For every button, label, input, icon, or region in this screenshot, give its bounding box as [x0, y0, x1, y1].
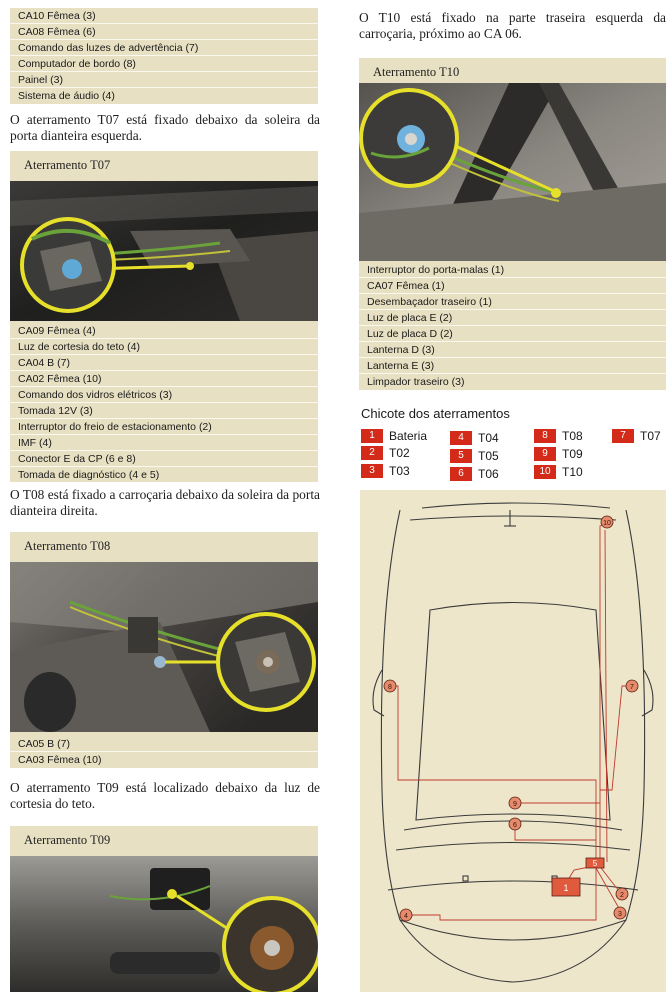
t07-photo	[10, 181, 318, 321]
list-item: Computador de bordo (8)	[10, 56, 318, 72]
legend-label: T04	[478, 431, 499, 445]
list-item: Luz de cortesia do teto (4)	[10, 339, 318, 355]
t08-photo	[10, 562, 318, 732]
list-item: Lanterna E (3)	[359, 358, 666, 374]
legend-number: 5	[450, 449, 472, 463]
legend-label: T07	[640, 429, 661, 443]
legend-item-t10	[534, 464, 583, 480]
list-item: Tomada de diagnóstico (4 e 5)	[18, 469, 160, 481]
legend-label: T08	[562, 429, 583, 443]
t08-list	[10, 736, 318, 768]
legend-number: 8	[534, 429, 556, 443]
legend-number: 10	[534, 465, 556, 479]
list-item: Desembaçador traseiro (1)	[359, 294, 666, 310]
legend-number: 2	[361, 446, 383, 460]
list-item: CA02 Fêmea (10)	[10, 371, 318, 387]
list-item: CA03 Fêmea (10)	[18, 754, 102, 766]
marker-3-label: 3	[618, 911, 622, 918]
legend-label: T05	[478, 449, 499, 463]
marker-1-label: 1	[563, 883, 569, 893]
car-outline-diagram	[360, 490, 666, 992]
list-item: CA05 B (7)	[10, 736, 318, 752]
list-item: Interruptor do porta-malas (1)	[359, 262, 666, 278]
marker-10-label: 10	[603, 520, 611, 527]
list-item: CA07 Fêmea (1)	[359, 278, 666, 294]
legend-item-t04	[450, 430, 499, 446]
legend-label: T10	[562, 465, 583, 479]
roof-light-photo	[10, 856, 318, 992]
t10-title: Aterramento T10	[373, 65, 460, 79]
list-item: Painel (3)	[10, 72, 318, 88]
marker-4-label: 4	[404, 913, 408, 920]
list-item: Comando das luzes de advertência (7)	[10, 40, 318, 56]
t07-list	[10, 323, 318, 483]
legend-number: 6	[450, 467, 472, 481]
marker-6-label: 6	[513, 822, 517, 829]
ground-harness-diagram	[360, 490, 666, 992]
rear-body-photo	[359, 83, 666, 261]
list-item: Conector E da CP (6 e 8)	[10, 451, 318, 467]
legend-item-t08	[534, 428, 583, 444]
t10-photo	[359, 83, 666, 261]
legend-item-t09	[534, 446, 583, 462]
legend-item-t03	[361, 463, 410, 479]
legend-title: Chicote dos aterramentos	[361, 406, 510, 421]
top-connector-list	[10, 8, 318, 104]
legend-item-t06	[450, 466, 499, 482]
list-item: IMF (4)	[10, 435, 318, 451]
marker-2-label: 2	[620, 892, 624, 899]
t09-paragraph: O aterramento T09 está localizado debaixo da luz de cortesia do teto.	[10, 780, 320, 811]
legend-label: T09	[562, 447, 583, 461]
legend-item-t02	[361, 445, 410, 461]
list-item: Lanterna D (3)	[359, 342, 666, 358]
t07-card	[10, 151, 318, 482]
t09-title: Aterramento T09	[24, 833, 111, 847]
t09-photo	[10, 856, 318, 992]
legend-item-t05	[450, 448, 499, 464]
list-item: CA10 Fêmea (3)	[10, 8, 318, 24]
t08-title: Aterramento T08	[24, 539, 111, 553]
list-item: Sistema de áudio (4)	[18, 90, 115, 102]
legend-label: T03	[389, 464, 410, 478]
list-item: Tomada 12V (3)	[10, 403, 318, 419]
legend-label: T06	[478, 467, 499, 481]
legend-item-t07	[612, 428, 661, 444]
marker-9-label: 9	[513, 801, 517, 808]
t08-paragraph: O T08 está fixado a carroçaria debaixo da soleira da porta dianteira direita.	[10, 487, 320, 518]
legend-number: 3	[361, 464, 383, 478]
t07-paragraph: O aterramento T07 está fixado debaixo da soleira da porta dianteira esquerda.	[10, 112, 320, 143]
list-item: Comando dos vidros elétricos (3)	[10, 387, 318, 403]
t07-title: Aterramento T07	[24, 158, 111, 172]
t09-card	[10, 826, 318, 992]
marker-5-label: 5	[592, 859, 598, 868]
car-sill-photo	[10, 181, 318, 321]
list-item: Luz de placa E (2)	[359, 310, 666, 326]
list-item: CA09 Fêmea (4)	[10, 323, 318, 339]
legend-number: 1	[361, 429, 383, 443]
t10-paragraph: O T10 está fixado na parte traseira esquerda da carroçaria, próximo ao CA 06.	[359, 10, 666, 41]
list-item: Interruptor do freio de estacionamento (2)	[10, 419, 318, 435]
t10-list	[359, 262, 666, 390]
legend-label: T02	[389, 446, 410, 460]
car-sill-right-photo	[10, 562, 318, 732]
list-item: Luz de placa D (2)	[359, 326, 666, 342]
legend-number: 4	[450, 431, 472, 445]
list-item: Limpador traseiro (3)	[367, 376, 465, 388]
legend-number: 7	[612, 429, 634, 443]
legend-item-bateria	[361, 428, 427, 444]
marker-7-label: 7	[630, 684, 634, 691]
legend-number: 9	[534, 447, 556, 461]
legend-label: Bateria	[389, 429, 428, 443]
marker-8-label: 8	[388, 684, 392, 691]
t10-card	[359, 58, 666, 390]
list-item: CA04 B (7)	[10, 355, 318, 371]
list-item: CA08 Fêmea (6)	[10, 24, 318, 40]
t08-card	[10, 532, 318, 768]
